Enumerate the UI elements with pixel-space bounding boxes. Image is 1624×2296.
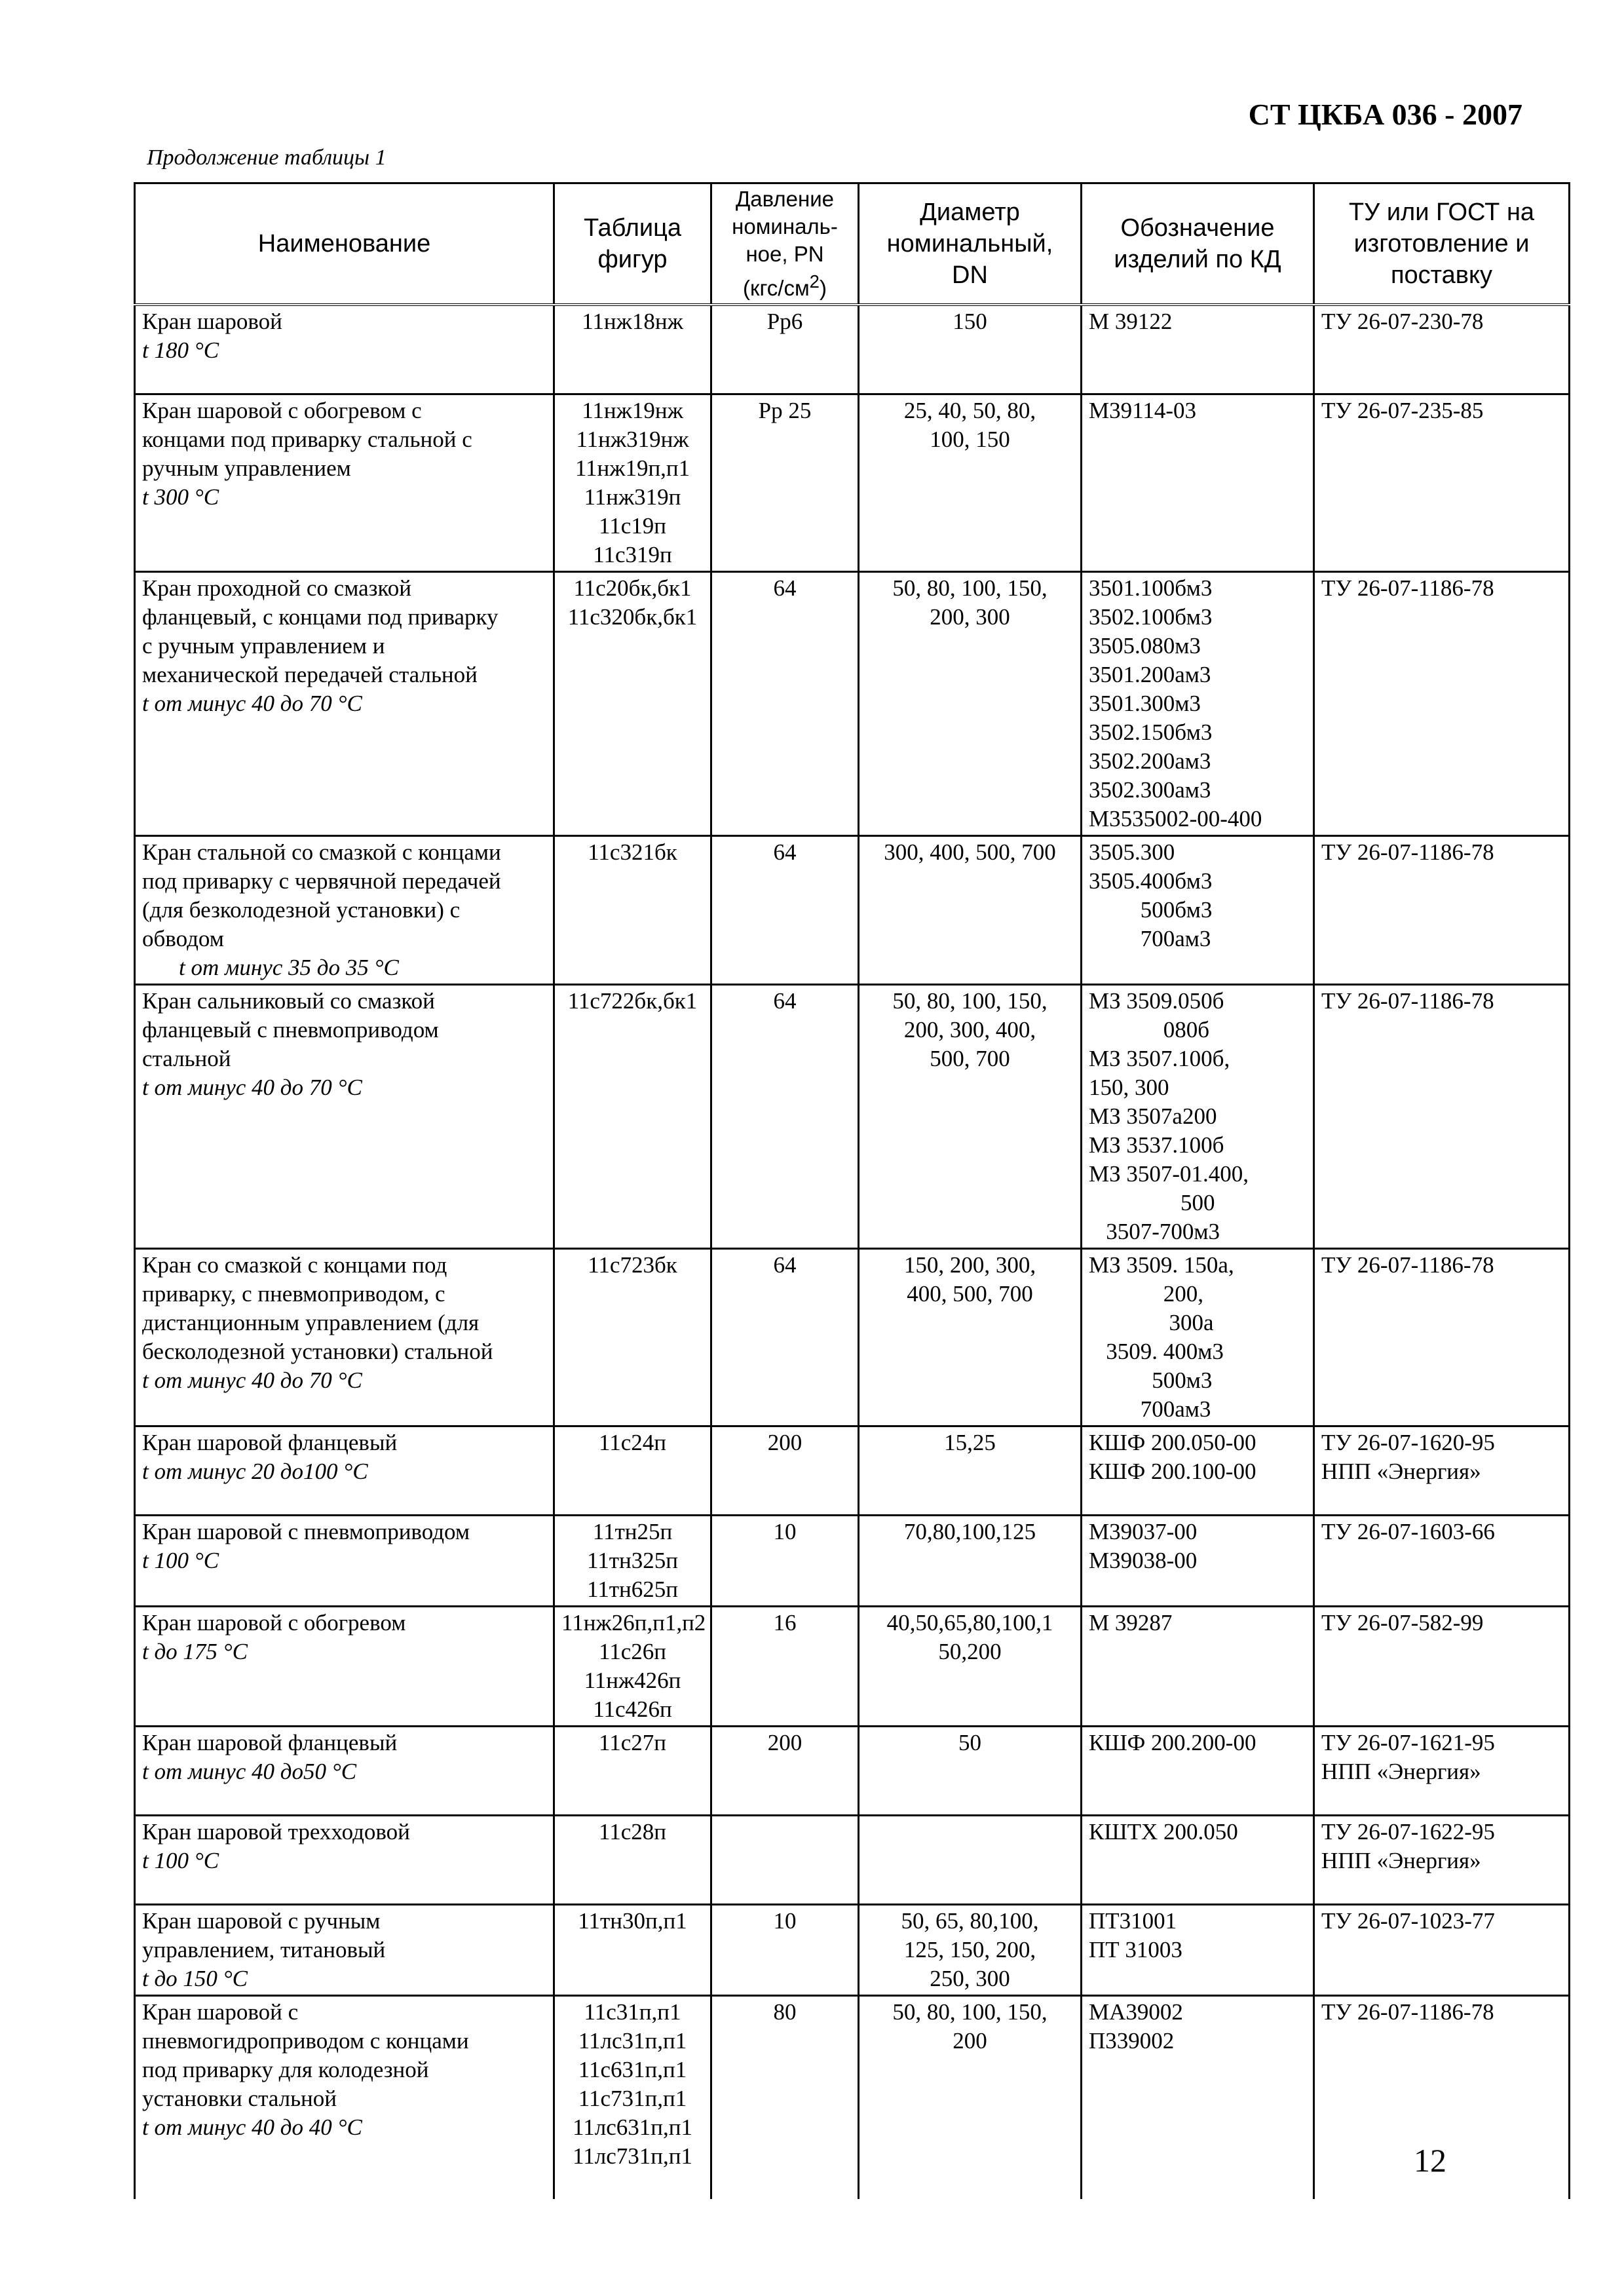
cell-diameter xyxy=(859,1426,1082,1515)
cell-pressure xyxy=(711,305,859,394)
figure-code: 11нж18нж xyxy=(582,309,683,334)
designation-code: МЗ 3507а200 xyxy=(1089,1103,1217,1129)
diameter-values: 40,50,65,80,100,1 xyxy=(886,1609,1053,1636)
cell-diameter xyxy=(859,571,1082,835)
pressure-value: 10 xyxy=(773,1518,797,1544)
figure-code: 11нж426п xyxy=(584,1667,681,1693)
cell-diameter xyxy=(859,1606,1082,1726)
figure-code: 11с28п xyxy=(599,1818,666,1845)
table-row xyxy=(135,571,1570,835)
pressure-value: 200 xyxy=(767,1429,803,1455)
designation-code: МЗ 3509.050б xyxy=(1089,987,1224,1014)
figure-code: 11с19п xyxy=(599,512,666,539)
cell-standard xyxy=(1314,835,1570,984)
designation-code: 700ам3 xyxy=(1089,925,1211,951)
temperature-range: t от минус 40 до 70 °С xyxy=(142,690,362,716)
cell-designation xyxy=(1082,1248,1314,1426)
designation-code: МА39002 xyxy=(1089,1999,1183,2025)
standard-ref: ТУ 26-07-1621-95 xyxy=(1321,1729,1495,1755)
header-pressure-line: номиналь- xyxy=(732,214,838,239)
cell-standard xyxy=(1314,1426,1570,1515)
cell-name xyxy=(135,984,554,1248)
cell-diameter xyxy=(859,1995,1082,2199)
cell-standard xyxy=(1314,305,1570,394)
diameter-values: 200 xyxy=(953,2027,987,2054)
cell-name xyxy=(135,1726,554,1815)
designation-code: П339002 xyxy=(1089,2027,1175,2054)
cell-figures xyxy=(554,984,711,1248)
figure-code: 11тн325п xyxy=(587,1547,678,1573)
cell-designation xyxy=(1082,305,1314,394)
designation-code: 3505.400бм3 xyxy=(1089,868,1213,894)
cell-figures xyxy=(554,305,711,394)
cell-figures xyxy=(554,1248,711,1426)
cell-pressure xyxy=(711,1904,859,1995)
cell-diameter xyxy=(859,835,1082,984)
designation-code: 150, 300 xyxy=(1089,1074,1169,1100)
cell-name xyxy=(135,394,554,571)
designation-code: КШФ 200.100-00 xyxy=(1089,1458,1256,1484)
cell-figures xyxy=(554,835,711,984)
figure-code: 11лс31п,п1 xyxy=(578,2027,687,2054)
cell-name xyxy=(135,835,554,984)
cell-pressure xyxy=(711,1726,859,1815)
temperature-range: t от минус 40 до 70 °С xyxy=(142,1074,362,1100)
cell-designation xyxy=(1082,984,1314,1248)
temperature-range: t от минус 35 до 35 °С xyxy=(179,954,399,980)
cell-name xyxy=(135,305,554,394)
unit-superscript: 2 xyxy=(809,271,820,292)
table-row xyxy=(135,1426,1570,1515)
diameter-values: 150, 200, 300, xyxy=(903,1252,1036,1278)
figure-code: 11тн25п xyxy=(592,1518,673,1544)
designation-code: М39114-03 xyxy=(1089,397,1196,423)
name-line: приварку, с пневмоприводом, с xyxy=(142,1280,445,1307)
name-line xyxy=(142,925,546,982)
name-line: фланцевый, с концами под приварку xyxy=(142,603,499,630)
designation-code: М39037-00 xyxy=(1089,1518,1198,1544)
designation-code: 3502.200ам3 xyxy=(1089,748,1211,774)
cell-name xyxy=(135,1426,554,1515)
name-line: Кран шаровой с пневмоприводом xyxy=(142,1518,470,1544)
diameter-values: 50,200 xyxy=(938,1638,1002,1664)
designation-code: 500м3 xyxy=(1089,1367,1213,1393)
cell-standard xyxy=(1314,1248,1570,1426)
name-line: Кран шаровой фланцевый xyxy=(142,1429,398,1455)
standard-ref: ТУ 26-07-1186-78 xyxy=(1321,1999,1494,2025)
temperature-range: t 300 °С xyxy=(142,484,219,510)
designation-code: МЗ 3509. 150а, xyxy=(1089,1252,1234,1278)
cell-standard xyxy=(1314,1726,1570,1815)
temperature-range: t до 175 °С xyxy=(142,1638,248,1664)
table-row xyxy=(135,1904,1570,1995)
name-line: Кран со смазкой с концами под xyxy=(142,1252,447,1278)
diameter-values: 300, 400, 500, 700 xyxy=(884,839,1056,865)
cell-designation xyxy=(1082,1515,1314,1606)
designation-code: МЗ 3507-01.400, xyxy=(1089,1160,1249,1187)
designation-code: М3535002-00-400 xyxy=(1089,805,1262,832)
pressure-value: 80 xyxy=(773,1999,797,2025)
cell-name xyxy=(135,1606,554,1726)
name-line: механической передачей стальной xyxy=(142,661,478,687)
cell-standard xyxy=(1314,1606,1570,1726)
designation-code: КШТХ 200.050 xyxy=(1089,1818,1238,1845)
name-line: Кран шаровой с ручным xyxy=(142,1907,381,1934)
header-pressure-unit xyxy=(719,268,851,302)
cell-pressure xyxy=(711,1606,859,1726)
diameter-values: 200, 300 xyxy=(930,603,1010,630)
temperature-range: t от минус 40 до50 °С xyxy=(142,1758,357,1784)
designation-code: 3502.300ам3 xyxy=(1089,776,1211,803)
name-line: Кран шаровой с обогревом с xyxy=(142,397,422,423)
cell-diameter xyxy=(859,1815,1082,1904)
name-line: концами под приварку стальной с xyxy=(142,426,472,452)
cell-figures xyxy=(554,1995,711,2199)
name-line: Кран шаровой с xyxy=(142,1999,299,2025)
designation-code: КШФ 200.200-00 xyxy=(1089,1729,1256,1755)
standard-ref: ТУ 26-07-1186-78 xyxy=(1321,987,1494,1014)
diameter-values: 50, 65, 80,100, xyxy=(901,1907,1039,1934)
cell-diameter xyxy=(859,305,1082,394)
temperature-range: t от минус 40 до 70 °С xyxy=(142,1367,362,1393)
designation-code: МЗ 3537.100б xyxy=(1089,1132,1224,1158)
figure-code: 11с31п,п1 xyxy=(584,1999,681,2025)
cell-name xyxy=(135,1904,554,1995)
table-row xyxy=(135,1995,1570,2199)
cell-pressure xyxy=(711,1515,859,1606)
table-row xyxy=(135,984,1570,1248)
diameter-values: 50, 80, 100, 150, xyxy=(892,987,1048,1014)
diameter-values: 15,25 xyxy=(944,1429,996,1455)
table-row xyxy=(135,1515,1570,1606)
table-row xyxy=(135,1606,1570,1726)
figure-code: 11с319п xyxy=(593,541,672,567)
pressure-value: 16 xyxy=(773,1609,797,1636)
header-figure: Таблица фигур xyxy=(554,183,711,305)
designation-code: МЗ 3507.100б, xyxy=(1089,1045,1230,1071)
cell-designation xyxy=(1082,394,1314,571)
figure-code: 11с321бк xyxy=(588,839,677,865)
designation-code: 3501.300м3 xyxy=(1089,690,1201,716)
figure-code: 11лс731п,п1 xyxy=(573,2143,692,2169)
cell-diameter xyxy=(859,984,1082,1248)
designation-code: 3502.150бм3 xyxy=(1089,719,1213,745)
name-line: управлением, титановый xyxy=(142,1936,386,1962)
figure-code: 11с722бк,бк1 xyxy=(567,987,698,1014)
figure-code: 11тн30п,п1 xyxy=(578,1907,687,1934)
diameter-values: 25, 40, 50, 80, xyxy=(903,397,1036,423)
cell-figures xyxy=(554,394,711,571)
pressure-value: 64 xyxy=(773,987,797,1014)
cell-figures xyxy=(554,1515,711,1606)
standard-ref: ТУ 26-07-230-78 xyxy=(1321,309,1484,334)
cell-pressure xyxy=(711,1815,859,1904)
name-line: Кран шаровой с обогревом xyxy=(142,1609,406,1636)
diameter-values: 100, 150 xyxy=(930,426,1010,452)
designation-code: 3509. 400м3 xyxy=(1089,1338,1224,1364)
cell-figures xyxy=(554,1904,711,1995)
header-diameter: Диаметр номинальный, DN xyxy=(859,183,1082,305)
figure-code: 11с723бк xyxy=(588,1252,677,1278)
standard-ref: ТУ 26-07-1186-78 xyxy=(1321,575,1494,601)
standard-ref: НПП «Энергия» xyxy=(1321,1758,1481,1784)
header-pressure-line: ное, PN xyxy=(746,242,824,266)
name-line: ручным управлением xyxy=(142,455,351,481)
table-row xyxy=(135,1726,1570,1815)
pressure-value: 64 xyxy=(773,1252,797,1278)
figure-code: 11с24п xyxy=(599,1429,666,1455)
standard-ref: ТУ 26-07-1186-78 xyxy=(1321,1252,1494,1278)
designation-code: 300а xyxy=(1089,1309,1214,1335)
name-line: под приварку для колодезной xyxy=(142,2056,429,2082)
designation-code: 3505.300 xyxy=(1089,839,1175,865)
cell-pressure xyxy=(711,984,859,1248)
figure-code: 11с426п xyxy=(593,1696,672,1722)
name-line: (для безколодезной установки) с xyxy=(142,896,461,923)
valve-table xyxy=(134,182,1570,2199)
designation-code: 3502.100бм3 xyxy=(1089,603,1213,630)
standard-ref: ТУ 26-07-1620-95 xyxy=(1321,1429,1495,1455)
cell-diameter xyxy=(859,1726,1082,1815)
designation-code: 3505.080м3 xyxy=(1089,632,1201,659)
designation-code: 3501.100бм3 xyxy=(1089,575,1213,601)
name-line: под приварку с червячной передачей xyxy=(142,868,501,894)
cell-diameter xyxy=(859,1515,1082,1606)
figure-code: 11с731п,п1 xyxy=(578,2085,687,2111)
name-line: Кран стальной со смазкой с концами xyxy=(142,839,501,865)
name-text: обводом xyxy=(142,925,224,951)
diameter-values: 200, 300, 400, xyxy=(903,1016,1036,1043)
name-line: пневмогидроприводом с концами xyxy=(142,2027,469,2054)
pressure-value: 200 xyxy=(767,1729,803,1755)
header-name: Наименование xyxy=(135,183,554,305)
diameter-values: 50 xyxy=(958,1729,981,1755)
figure-code: 11нж19нж xyxy=(582,397,683,423)
table-row xyxy=(135,394,1570,571)
cell-pressure xyxy=(711,1995,859,2199)
cell-name xyxy=(135,1995,554,2199)
diameter-values: 500, 700 xyxy=(930,1045,1010,1071)
figure-code: 11нж319нж xyxy=(576,426,689,452)
name-line: Кран проходной со смазкой xyxy=(142,575,411,601)
cell-pressure xyxy=(711,1426,859,1515)
cell-pressure xyxy=(711,1248,859,1426)
header-pressure-line: Давление xyxy=(735,187,835,211)
designation-code: 200, xyxy=(1089,1280,1203,1307)
unit-text: (кгс/см xyxy=(743,276,810,300)
designation-code: М39038-00 xyxy=(1089,1547,1198,1573)
document-code: СТ ЦКБА 036 - 2007 xyxy=(1248,98,1522,131)
figure-code: 11с320бк,бк1 xyxy=(567,603,698,630)
name-line: Кран сальниковый со смазкой xyxy=(142,987,435,1014)
temperature-range: t от минус 20 до100 °С xyxy=(142,1458,368,1484)
designation-code: 500бм3 xyxy=(1089,896,1213,923)
cell-standard xyxy=(1314,1815,1570,1904)
figure-code: 11нж19п,п1 xyxy=(575,455,690,481)
pressure-value: 64 xyxy=(773,575,797,601)
designation-code: 500 xyxy=(1089,1189,1215,1215)
cell-figures xyxy=(554,1726,711,1815)
designation-code: ПТ31001 xyxy=(1089,1907,1177,1934)
table-continuation-caption: Продолжение таблицы 1 xyxy=(147,145,387,170)
figure-code: 11с631п,п1 xyxy=(578,2056,687,2082)
cell-pressure xyxy=(711,571,859,835)
table-row xyxy=(135,1815,1570,1904)
cell-designation xyxy=(1082,1726,1314,1815)
figure-code: 11с20бк,бк1 xyxy=(573,575,692,601)
pressure-value: 64 xyxy=(773,839,797,865)
standard-ref: ТУ 26-07-1023-77 xyxy=(1321,1907,1495,1934)
cell-standard xyxy=(1314,1904,1570,1995)
unit-text: ) xyxy=(819,276,827,300)
cell-standard xyxy=(1314,394,1570,571)
diameter-values: 125, 150, 200, xyxy=(903,1936,1036,1962)
cell-name xyxy=(135,1815,554,1904)
figure-code: 11нж26п,п1,п2 xyxy=(561,1609,706,1636)
diameter-values: 400, 500, 700 xyxy=(907,1280,1033,1307)
standard-ref: ТУ 26-07-1186-78 xyxy=(1321,839,1494,865)
table-row xyxy=(135,305,1570,394)
designation-code: ПТ 31003 xyxy=(1089,1936,1182,1962)
name-line: фланцевый с пневмоприводом xyxy=(142,1016,439,1043)
diameter-values: 250, 300 xyxy=(930,1965,1010,1991)
cell-designation xyxy=(1082,571,1314,835)
table-row xyxy=(135,835,1570,984)
designation-code: 3507-700м3 xyxy=(1089,1218,1220,1244)
pressure-value: 10 xyxy=(773,1907,797,1934)
standard-ref: НПП «Энергия» xyxy=(1321,1847,1481,1873)
name-line: стальной xyxy=(142,1045,231,1071)
table-row xyxy=(135,1248,1570,1426)
figure-code: 11нж319п xyxy=(584,484,681,510)
name-line: бесколодезной установки) стальной xyxy=(142,1338,493,1364)
diameter-values: 50, 80, 100, 150, xyxy=(892,1999,1048,2025)
figure-code: 11с26п xyxy=(599,1638,666,1664)
cell-designation xyxy=(1082,1904,1314,1995)
name-line: Кран шаровой трехходовой xyxy=(142,1818,410,1845)
standard-ref: ТУ 26-07-1603-66 xyxy=(1321,1518,1495,1544)
cell-pressure xyxy=(711,394,859,571)
standard-ref: ТУ 26-07-235-85 xyxy=(1321,397,1484,423)
name-line: дистанционным управлением (для xyxy=(142,1309,480,1335)
designation-code: 3501.200ам3 xyxy=(1089,661,1211,687)
diameter-values: 50, 80, 100, 150, xyxy=(892,575,1048,601)
temperature-range: t 100 °С xyxy=(142,1847,219,1873)
cell-diameter xyxy=(859,394,1082,571)
cell-figures xyxy=(554,1815,711,1904)
temperature-range: t до 150 °С xyxy=(142,1965,248,1991)
cell-figures xyxy=(554,1606,711,1726)
cell-standard xyxy=(1314,1515,1570,1606)
cell-diameter xyxy=(859,1248,1082,1426)
cell-pressure xyxy=(711,835,859,984)
figure-code: 11тн625п xyxy=(587,1576,678,1602)
pressure-value: Рр6 xyxy=(766,309,803,334)
designation-code: М 39287 xyxy=(1089,1609,1173,1636)
page-number: 12 xyxy=(1414,2142,1446,2179)
cell-designation xyxy=(1082,835,1314,984)
temperature-range: t от минус 40 до 40 °С xyxy=(142,2114,362,2140)
cell-figures xyxy=(554,571,711,835)
name-line: с ручным управлением и xyxy=(142,632,385,659)
cell-name xyxy=(135,1515,554,1606)
cell-standard xyxy=(1314,571,1570,835)
cell-designation xyxy=(1082,1606,1314,1726)
standard-ref: ТУ 26-07-582-99 xyxy=(1321,1609,1484,1636)
cell-standard xyxy=(1314,984,1570,1248)
table-body xyxy=(135,305,1570,2199)
designation-code: М 39122 xyxy=(1089,309,1173,334)
standard-ref: НПП «Энергия» xyxy=(1321,1458,1481,1484)
figure-code: 11с27п xyxy=(599,1729,666,1755)
designation-code: 080б xyxy=(1089,1016,1210,1043)
figure-code: 11лс631п,п1 xyxy=(573,2114,692,2140)
cell-figures xyxy=(554,1426,711,1515)
cell-name xyxy=(135,1248,554,1426)
diameter-values: 150 xyxy=(953,309,987,334)
cell-designation xyxy=(1082,1995,1314,2199)
diameter-values: 70,80,100,125 xyxy=(903,1518,1036,1544)
header-standard: ТУ или ГОСТ на изготовление и поставку xyxy=(1314,183,1570,305)
cell-name xyxy=(135,571,554,835)
cell-designation xyxy=(1082,1815,1314,1904)
name-line: установки стальной xyxy=(142,2085,337,2111)
temperature-range: t 180 °С xyxy=(142,337,219,363)
designation-code: КШФ 200.050-00 xyxy=(1089,1429,1256,1455)
name-line: Кран шаровой xyxy=(142,309,282,334)
standard-ref: ТУ 26-07-1622-95 xyxy=(1321,1818,1495,1845)
temperature-range: t 100 °С xyxy=(142,1547,219,1573)
pressure-value: Рр 25 xyxy=(758,397,812,423)
name-line: Кран шаровой фланцевый xyxy=(142,1729,398,1755)
designation-code: 700ам3 xyxy=(1089,1396,1211,1422)
header-pressure xyxy=(711,183,859,305)
table-header-row xyxy=(135,183,1570,305)
cell-designation xyxy=(1082,1426,1314,1515)
header-designation: Обозначение изделий по КД xyxy=(1082,183,1314,305)
cell-diameter xyxy=(859,1904,1082,1995)
